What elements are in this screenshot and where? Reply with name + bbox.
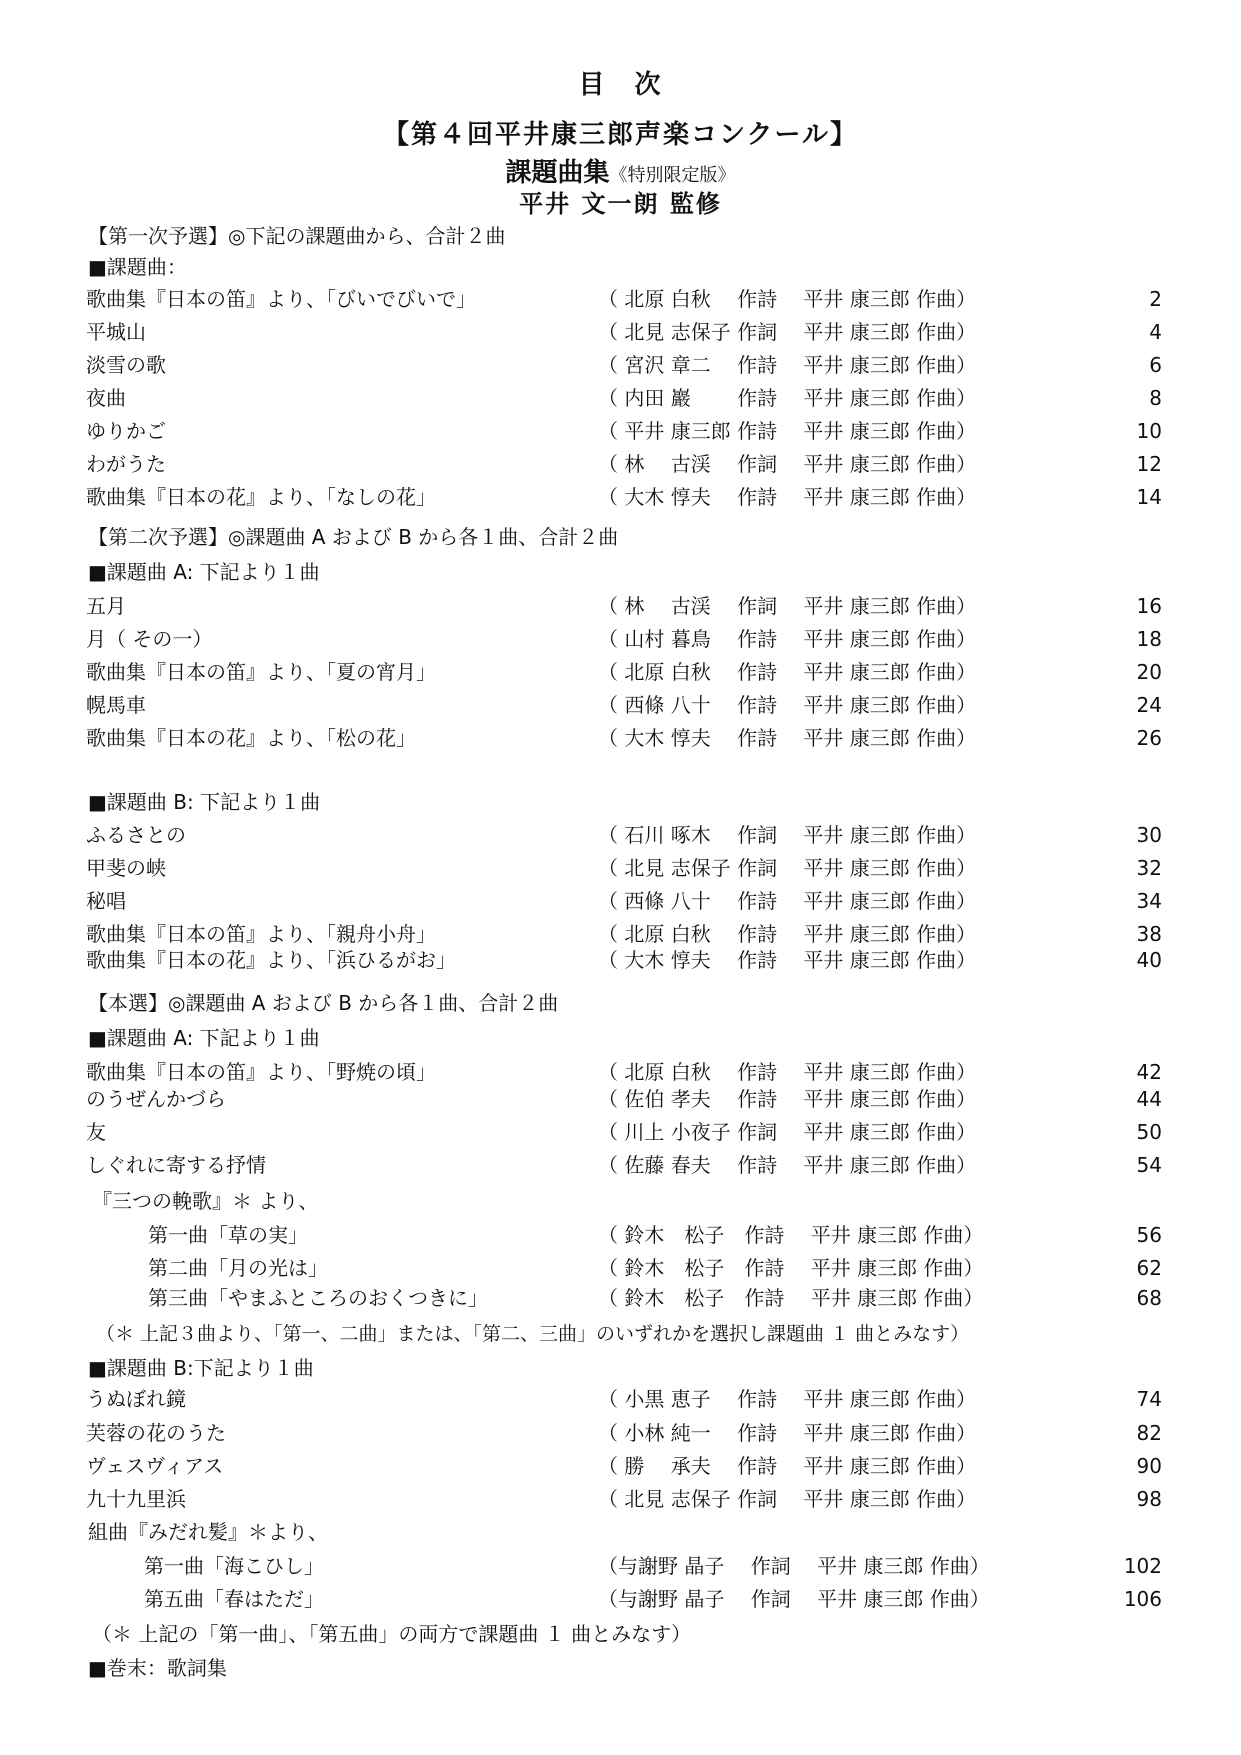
toc-entry-credit: （ 山村 暮鳥 作詩 平井 康三郎 作曲） xyxy=(598,627,977,651)
toc-entry-credit: （ 石川 啄木 作詞 平井 康三郎 作曲） xyxy=(598,823,977,847)
toc-entry-page: 16 xyxy=(1136,594,1162,618)
toc-entry-page: 8 xyxy=(1149,386,1162,410)
toc-entry-credit: （ 鈴木 松子 作詩 平井 康三郎 作曲） xyxy=(598,1223,984,1247)
toc-entry-page: 6 xyxy=(1149,353,1162,377)
toc-entry-title: のうぜんかづら xyxy=(86,1087,226,1111)
toc-entry-page: 102 xyxy=(1123,1554,1162,1578)
appendix-lyrics: ■巻末：歌詞集 xyxy=(88,1656,227,1680)
toc-entry-title: ヴェスヴィアス xyxy=(86,1454,224,1478)
section1-heading: 【第一次予選】◎下記の課題曲から、合計２曲 xyxy=(88,224,506,248)
page-title: 目 次 xyxy=(578,70,663,100)
toc-entry-page: 12 xyxy=(1136,452,1162,476)
toc-entry-credit: （与謝野 晶子 作詞 平井 康三郎 作曲） xyxy=(598,1587,990,1611)
toc-entry-credit: （ 勝 承夫 作詩 平井 康三郎 作曲） xyxy=(598,1454,977,1478)
toc-entry-title: 幌馬車 xyxy=(86,693,146,717)
section3-sub-b: ■課題曲 B:下記より１曲 xyxy=(88,1356,314,1380)
toc-entry-title: 歌曲集『日本の花』より、「なしの花」 xyxy=(86,485,436,509)
toc-entry-page: 32 xyxy=(1136,856,1162,880)
toc-entry-page: 50 xyxy=(1136,1120,1162,1144)
toc-entry-page: 10 xyxy=(1136,419,1162,443)
toc-entry-title: 第五曲「春はただ」 xyxy=(144,1587,324,1611)
toc-entry-credit: （ 北見 志保子 作詞 平井 康三郎 作曲） xyxy=(598,1487,977,1511)
toc-entry-credit: （ 北原 白秋 作詩 平井 康三郎 作曲） xyxy=(598,1060,977,1084)
toc-entry-title: 秘唱 xyxy=(86,889,126,913)
toc-entry-title: 夜曲 xyxy=(86,386,126,410)
toc-entry-page: 24 xyxy=(1136,693,1162,717)
toc-entry-page: 26 xyxy=(1136,726,1162,750)
toc-entry-page: 20 xyxy=(1136,660,1162,684)
toc-entry-page: 68 xyxy=(1136,1286,1162,1310)
toc-entry-credit: （ 小黒 恵子 作詩 平井 康三郎 作曲） xyxy=(598,1387,977,1411)
toc-entry-page: 42 xyxy=(1136,1060,1162,1084)
section3-group-a: 『三つの輓歌』＊ より、 xyxy=(92,1189,319,1213)
toc-entry-page: 18 xyxy=(1136,627,1162,651)
toc-entry-credit: （ 大木 惇夫 作詩 平井 康三郎 作曲） xyxy=(598,726,977,750)
toc-entry-credit: （ 西條 八十 作詩 平井 康三郎 作曲） xyxy=(598,889,977,913)
toc-entry-page: 82 xyxy=(1136,1421,1162,1445)
toc-entry-title: 歌曲集『日本の笛』より、「野焼の頃」 xyxy=(86,1060,436,1084)
toc-entry-page: 40 xyxy=(1136,948,1162,972)
toc-entry-title: わがうた xyxy=(86,452,166,476)
toc-entry-credit: （ 川上 小夜子 作詞 平井 康三郎 作曲） xyxy=(598,1120,977,1144)
toc-entry-page: 74 xyxy=(1136,1387,1162,1411)
toc-entry-title: 九十九里浜 xyxy=(86,1487,186,1511)
toc-entry-credit: （ 大木 惇夫 作詩 平井 康三郎 作曲） xyxy=(598,948,977,972)
toc-entry-page: 4 xyxy=(1149,320,1162,344)
toc-entry-page: 56 xyxy=(1136,1223,1162,1247)
contest-title: 【第４回平井康三郎声楽コンクール】 xyxy=(383,120,858,150)
toc-entry-page: 2 xyxy=(1149,287,1162,311)
supervisor: 平井 文一朗 監修 xyxy=(519,190,722,218)
toc-entry-credit: （ 西條 八十 作詩 平井 康三郎 作曲） xyxy=(598,693,977,717)
section2-sub-a: ■課題曲 A: 下記より１曲 xyxy=(88,560,320,584)
toc-entry-title: 第二曲「月の光は」 xyxy=(148,1256,328,1280)
toc-entry-credit: （ 内田 巖 作詩 平井 康三郎 作曲） xyxy=(598,386,977,410)
section1-sub: ■課題曲： xyxy=(88,255,187,279)
book-title-line xyxy=(0,160,1241,186)
section3-note-a: （＊ 上記３曲より、「第一、二曲」または、「第二、三曲」のいずれかを選択し課題曲 １ 曲とみなす） xyxy=(96,1323,970,1345)
toc-entry-credit: （与謝野 晶子 作詞 平井 康三郎 作曲） xyxy=(598,1554,990,1578)
toc-entry-title: 歌曲集『日本の花』より、「浜ひるがお」 xyxy=(86,948,456,972)
toc-entry-title: 淡雪の歌 xyxy=(86,353,166,377)
section3-group-b: 組曲『みだれ髪』＊より、 xyxy=(88,1520,328,1544)
toc-entry-credit: （ 大木 惇夫 作詩 平井 康三郎 作曲） xyxy=(598,485,977,509)
toc-entry-page: 14 xyxy=(1136,485,1162,509)
toc-entry-title: 五月 xyxy=(86,594,126,618)
toc-entry-title: 第一曲「海こひし」 xyxy=(144,1554,324,1578)
toc-entry-page: 38 xyxy=(1136,922,1162,946)
toc-entry-title: 友 xyxy=(86,1120,106,1144)
toc-entry-title: 平城山 xyxy=(86,320,146,344)
toc-entry-title: 月（ その一） xyxy=(86,627,213,651)
toc-entry-credit: （ 北原 白秋 作詩 平井 康三郎 作曲） xyxy=(598,922,977,946)
toc-entry-credit: （ 平井 康三郎 作詩 平井 康三郎 作曲） xyxy=(598,419,977,443)
section3-sub-a: ■課題曲 A: 下記より１曲 xyxy=(88,1026,320,1050)
section3-note-b: （＊ 上記の「第一曲」、「第五曲」の両方で課題曲 １ 曲とみなす） xyxy=(92,1622,692,1646)
toc-entry-page: 90 xyxy=(1136,1454,1162,1478)
toc-entry-title: 第一曲「草の実」 xyxy=(148,1223,308,1247)
toc-entry-title: 歌曲集『日本の笛』より、「びいでびいで」 xyxy=(86,287,476,311)
toc-entry-title: うぬぼれ鏡 xyxy=(86,1387,186,1411)
toc-entry-title: 第三曲「やまふところのおくつきに」 xyxy=(148,1286,488,1310)
toc-entry-credit: （ 宮沢 章二 作詩 平井 康三郎 作曲） xyxy=(598,353,977,377)
toc-entry-page: 62 xyxy=(1136,1256,1162,1280)
toc-entry-credit: （ 林 古渓 作詞 平井 康三郎 作曲） xyxy=(598,594,977,618)
toc-entry-credit: （ 小林 純一 作詩 平井 康三郎 作曲） xyxy=(598,1421,977,1445)
toc-entry-title: しぐれに寄する抒情 xyxy=(86,1153,266,1177)
toc-entry-credit: （ 鈴木 松子 作詩 平井 康三郎 作曲） xyxy=(598,1286,984,1310)
toc-entry-page: 54 xyxy=(1136,1153,1162,1177)
toc-entry-credit: （ 北原 白秋 作詩 平井 康三郎 作曲） xyxy=(598,660,977,684)
toc-entry-title: 芙蓉の花のうた xyxy=(86,1421,226,1445)
toc-entry-page: 106 xyxy=(1123,1587,1162,1611)
toc-entry-credit: （ 北原 白秋 作詩 平井 康三郎 作曲） xyxy=(598,287,977,311)
edition-label: 《特別限定版》 xyxy=(609,165,736,186)
toc-entry-page: 34 xyxy=(1136,889,1162,913)
toc-entry-title: 歌曲集『日本の笛』より、「親舟小舟」 xyxy=(86,922,436,946)
toc-entry-credit: （ 北見 志保子 作詞 平井 康三郎 作曲） xyxy=(598,856,977,880)
section2-sub-b: ■課題曲 B: 下記より１曲 xyxy=(88,790,321,814)
toc-entry-credit: （ 北見 志保子 作詞 平井 康三郎 作曲） xyxy=(598,320,977,344)
toc-entry-page: 98 xyxy=(1136,1487,1162,1511)
toc-entry-credit: （ 鈴木 松子 作詩 平井 康三郎 作曲） xyxy=(598,1256,984,1280)
section3-heading: 【本選】◎課題曲 A および B から各１曲、合計２曲 xyxy=(88,991,559,1015)
section2-heading: 【第二次予選】◎課題曲 A および B から各１曲、合計２曲 xyxy=(88,525,619,549)
toc-entry-credit: （ 佐伯 孝夫 作詩 平井 康三郎 作曲） xyxy=(598,1087,977,1111)
toc-entry-page: 30 xyxy=(1136,823,1162,847)
toc-entry-credit: （ 林 古渓 作詞 平井 康三郎 作曲） xyxy=(598,452,977,476)
toc-entry-title: ゆりかご xyxy=(86,419,166,443)
toc-entry-credit: （ 佐藤 春夫 作詩 平井 康三郎 作曲） xyxy=(598,1153,977,1177)
toc-entry-title: ふるさとの xyxy=(86,823,186,847)
toc-entry-page: 44 xyxy=(1136,1087,1162,1111)
book-title: 課題曲集 xyxy=(505,158,610,188)
toc-entry-title: 甲斐の峡 xyxy=(86,856,166,880)
toc-entry-title: 歌曲集『日本の笛』より、「夏の宵月」 xyxy=(86,660,436,684)
toc-entry-title: 歌曲集『日本の花』より、「松の花」 xyxy=(86,726,416,750)
